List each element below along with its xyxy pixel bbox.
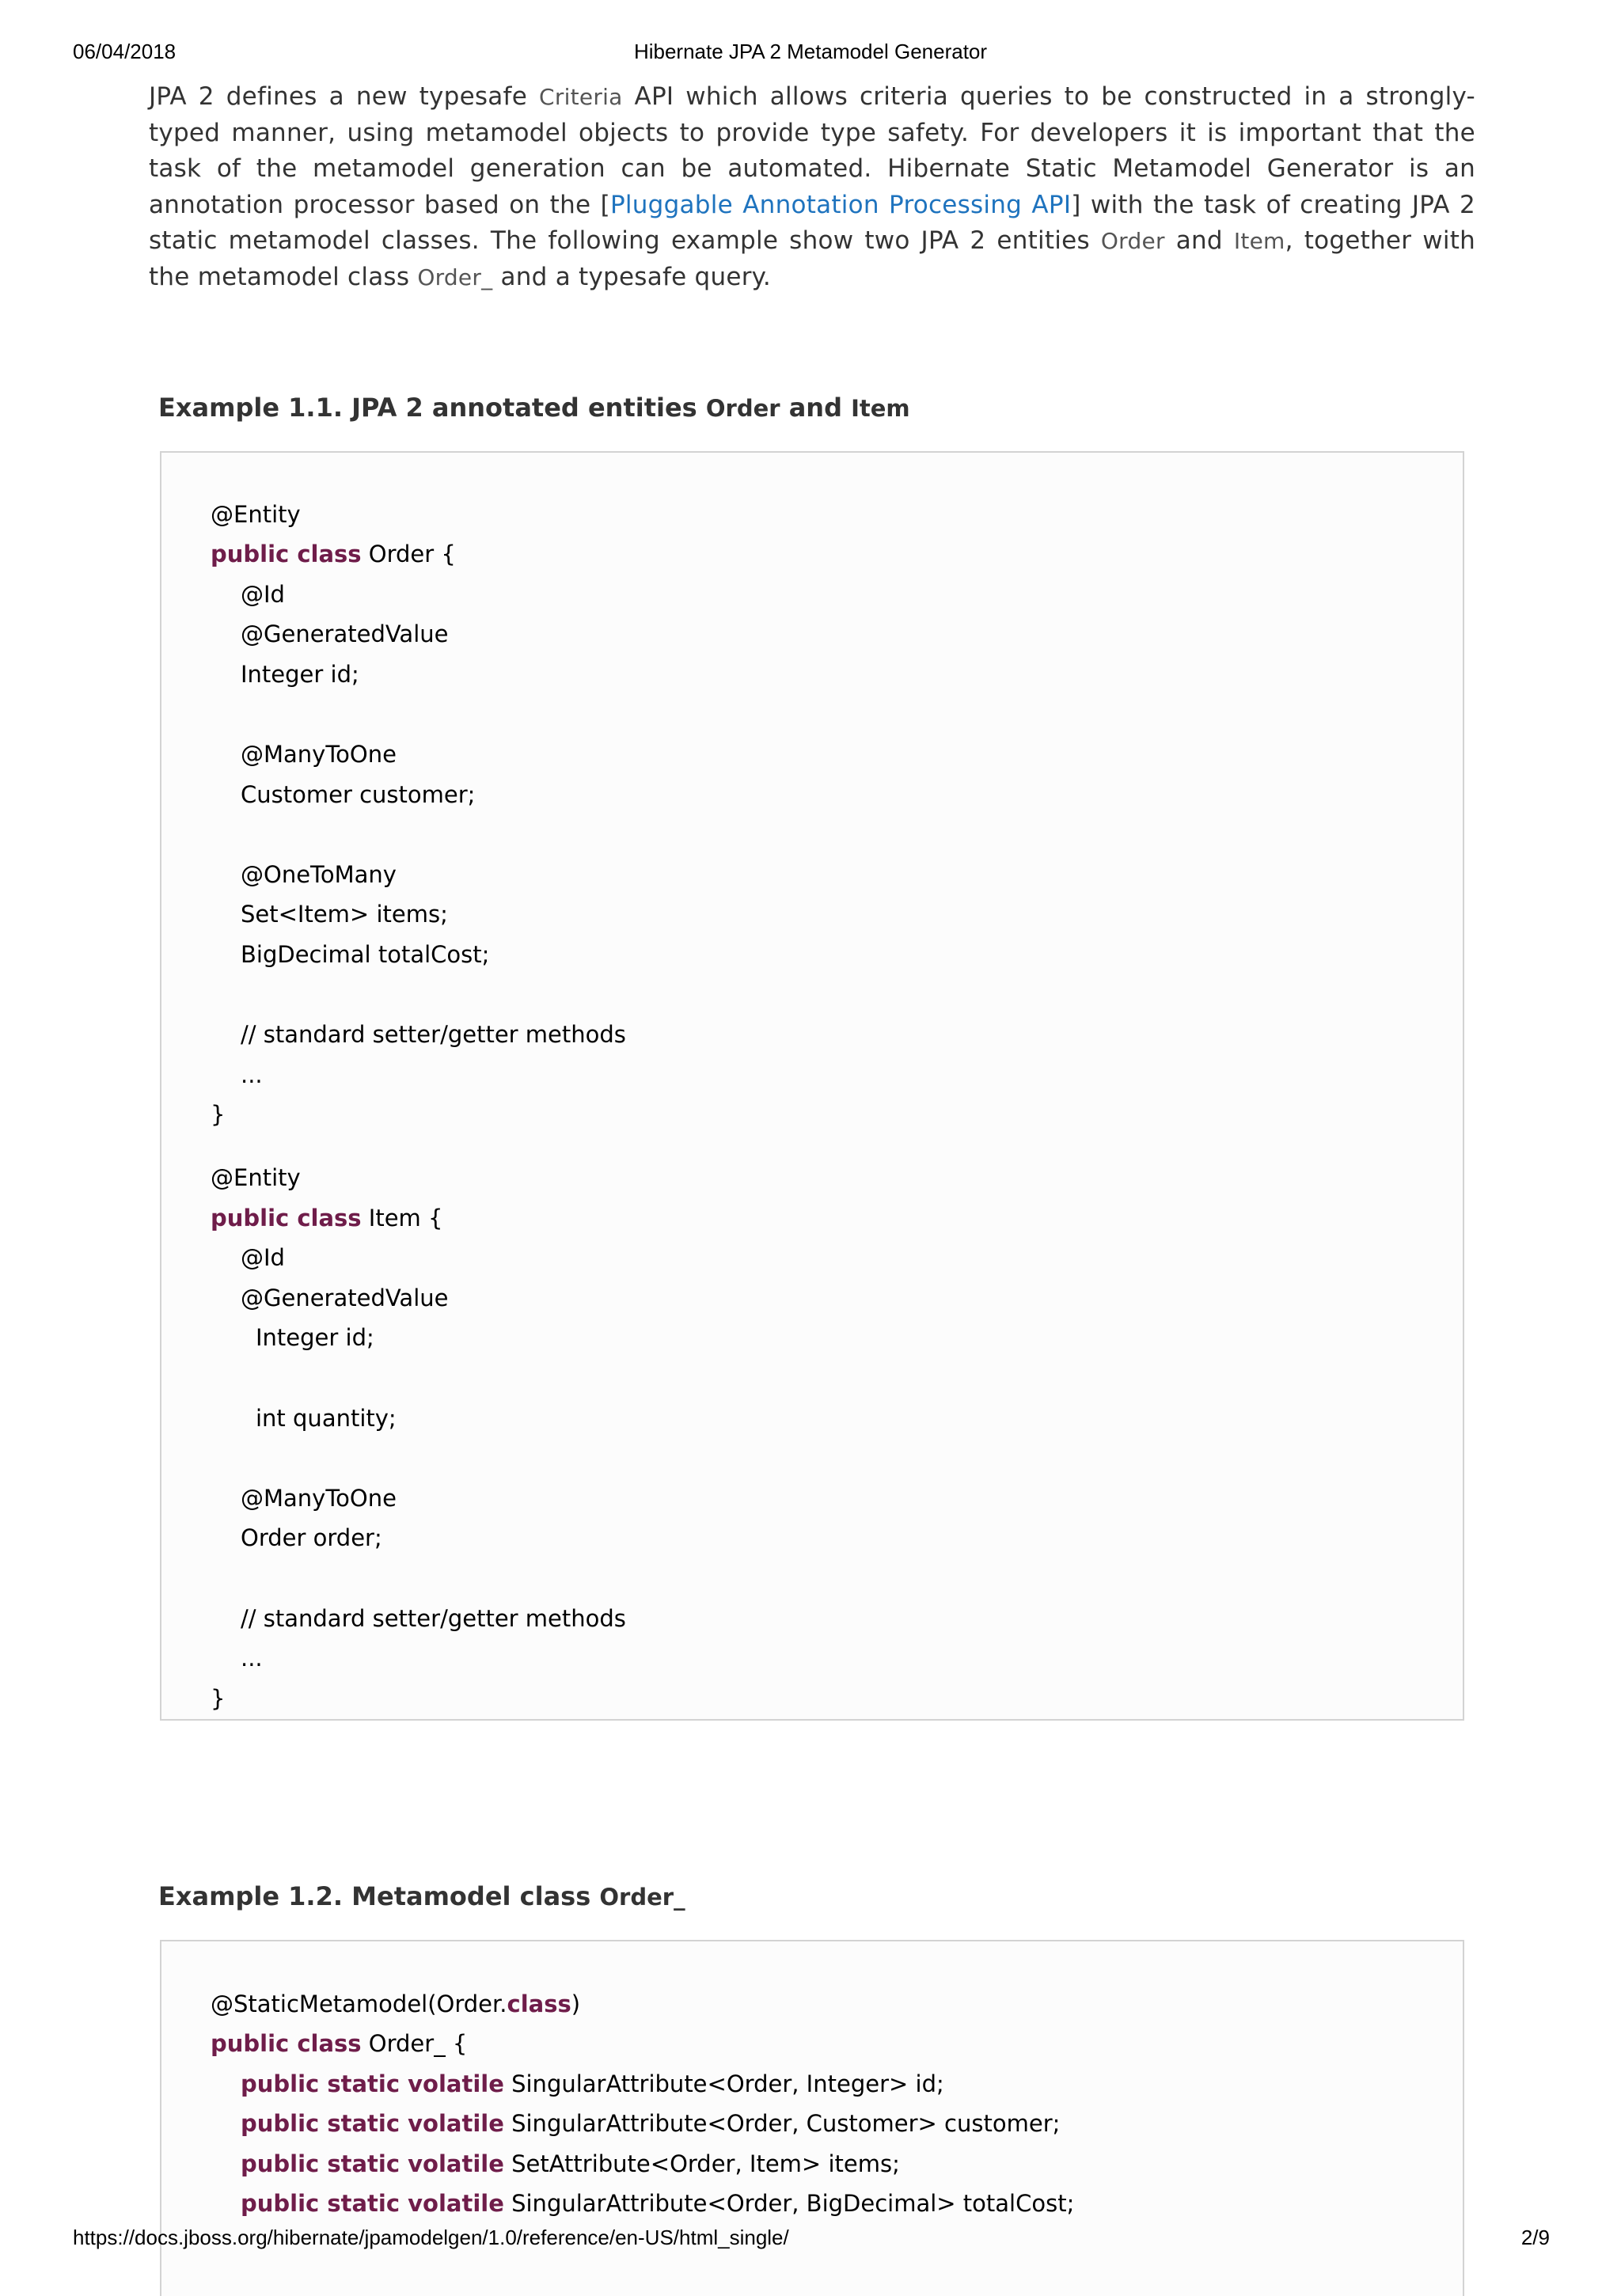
- code-line: [211, 499, 301, 530]
- code-line: [241, 939, 489, 970]
- code-keyword: public static volatile: [241, 2110, 504, 2137]
- code-text: Integer id;: [241, 661, 359, 688]
- intro-code-item: Item: [1233, 228, 1285, 254]
- example-1-title-code-item: Item: [851, 395, 910, 422]
- code-text: int quantity;: [256, 1405, 397, 1432]
- intro-code-criteria: Criteria: [539, 84, 623, 110]
- code-text: SingularAttribute<Order, BigDecimal> totalCost;: [503, 2190, 1075, 2217]
- code-keyword: public static volatile: [241, 2150, 504, 2177]
- code-line: [241, 898, 448, 930]
- code-text: @ManyToOne: [241, 741, 397, 768]
- code-line: [241, 579, 285, 610]
- code-text: ...: [241, 1645, 263, 1672]
- code-keyword: public class: [211, 2030, 362, 2057]
- code-text: }: [211, 1685, 226, 1712]
- code-line: [241, 1059, 263, 1091]
- code-text: Item {: [361, 1205, 443, 1231]
- code-text: @OneToMany: [241, 861, 397, 888]
- code-line: [256, 1402, 397, 1434]
- code-line: [211, 2028, 467, 2059]
- example-1-title-code-order: Order: [705, 395, 780, 422]
- code-line: [241, 1482, 397, 1514]
- code-text: SetAttribute<Order, Item> items;: [503, 2150, 900, 2177]
- code-text: Order_ {: [361, 2030, 468, 2057]
- code-text: ...: [241, 1061, 263, 1088]
- code-line: [211, 1988, 580, 2020]
- code-text: Order order;: [241, 1524, 382, 1551]
- code-text: @GeneratedValue: [241, 620, 449, 647]
- code-keyword: public static volatile: [241, 2190, 504, 2217]
- intro-paragraph: [149, 79, 1475, 295]
- example-2-title-code: Order_: [599, 1884, 685, 1911]
- code-line: [241, 618, 449, 650]
- code-text: // standard setter/getter methods: [241, 1021, 626, 1048]
- code-text: // standard setter/getter methods: [241, 1605, 626, 1632]
- example-1-title: [158, 393, 910, 423]
- code-line: [241, 2068, 944, 2100]
- code-keyword: public class: [211, 1205, 362, 1231]
- code-line: [241, 1282, 449, 1314]
- code-text: }: [211, 1101, 226, 1128]
- intro-text: , together with the metamodel class: [149, 226, 1476, 291]
- code-line: [241, 1642, 263, 1674]
- code-text: @ManyToOne: [241, 1485, 397, 1512]
- intro-code-order: Order: [1100, 228, 1165, 254]
- footer-page-number: 2/9: [1520, 2226, 1550, 2249]
- example-1-title-and: and: [780, 393, 852, 423]
- intro-text: ] with the task of creating JPA 2 static metamodel classes. The following example show two JPA 2 entities: [149, 190, 1476, 255]
- code-text: BigDecimal totalCost;: [241, 941, 490, 968]
- code-line: [241, 1603, 626, 1634]
- intro-text: API which allows criteria queries to be constructed in a strongly-typed manner, using metamodel objects to provide type safety. For developers it is important that the task of the metamodel generation can be automated. Hibernate Static Metamodel Generator is an annotation processor based on the [: [149, 82, 1475, 219]
- intro-text: and a typesafe query.: [492, 262, 771, 291]
- code-text: @Id: [241, 581, 285, 608]
- code-line: [256, 1322, 374, 1353]
- code-text: ): [571, 1990, 581, 2017]
- example-2-title: [158, 1881, 685, 1911]
- code-text: Integer id;: [256, 1324, 374, 1351]
- code-line: [241, 2148, 900, 2180]
- code-text: SingularAttribute<Order, Integer> id;: [503, 2070, 944, 2097]
- code-text: @StaticMetamodel(Order.: [211, 1990, 507, 2017]
- code-text: Order {: [361, 541, 456, 567]
- code-line: [241, 2108, 1060, 2139]
- code-text: @Id: [241, 1244, 285, 1271]
- code-line: [241, 658, 359, 690]
- header-title: Hibernate JPA 2 Metamodel Generator: [633, 40, 988, 63]
- code-keyword: public class: [211, 541, 362, 567]
- code-line: [211, 538, 456, 570]
- code-line: [211, 1683, 225, 1714]
- code-text: Customer customer;: [241, 781, 476, 808]
- code-line: [211, 1162, 301, 1194]
- code-line: [241, 779, 475, 810]
- code-line: [241, 1522, 382, 1554]
- header-date: 06/04/2018: [73, 40, 177, 63]
- code-line: [241, 2188, 1074, 2219]
- intro-code-order-underscore: Order_: [417, 264, 493, 290]
- intro-text: JPA 2 defines a new typesafe: [149, 82, 540, 111]
- code-text: @GeneratedValue: [241, 1285, 449, 1311]
- code-line: [241, 738, 397, 770]
- example-2-title-text: Example 1.2. Metamodel class: [158, 1881, 600, 1911]
- code-keyword: public static volatile: [241, 2070, 504, 2097]
- pluggable-annotation-api-link[interactable]: Pluggable Annotation Processing API: [609, 190, 1072, 219]
- code-text: @Entity: [211, 501, 301, 528]
- code-line: [241, 1242, 285, 1273]
- code-line: [211, 1099, 225, 1130]
- example-1-title-text: Example 1.1. JPA 2 annotated entities: [158, 393, 706, 423]
- footer-url: https://docs.jboss.org/hibernate/jpamodelgen/1.0/reference/en-US/html_single/: [73, 2226, 789, 2249]
- code-line: [241, 859, 397, 890]
- code-text: SingularAttribute<Order, Customer> customer;: [503, 2110, 1061, 2137]
- code-line: [241, 1019, 626, 1050]
- code-keyword: class: [507, 1990, 571, 2017]
- code-text: @Entity: [211, 1164, 301, 1191]
- code-text: Set<Item> items;: [241, 901, 448, 928]
- intro-text: and: [1164, 226, 1234, 255]
- code-line: [211, 1202, 442, 1234]
